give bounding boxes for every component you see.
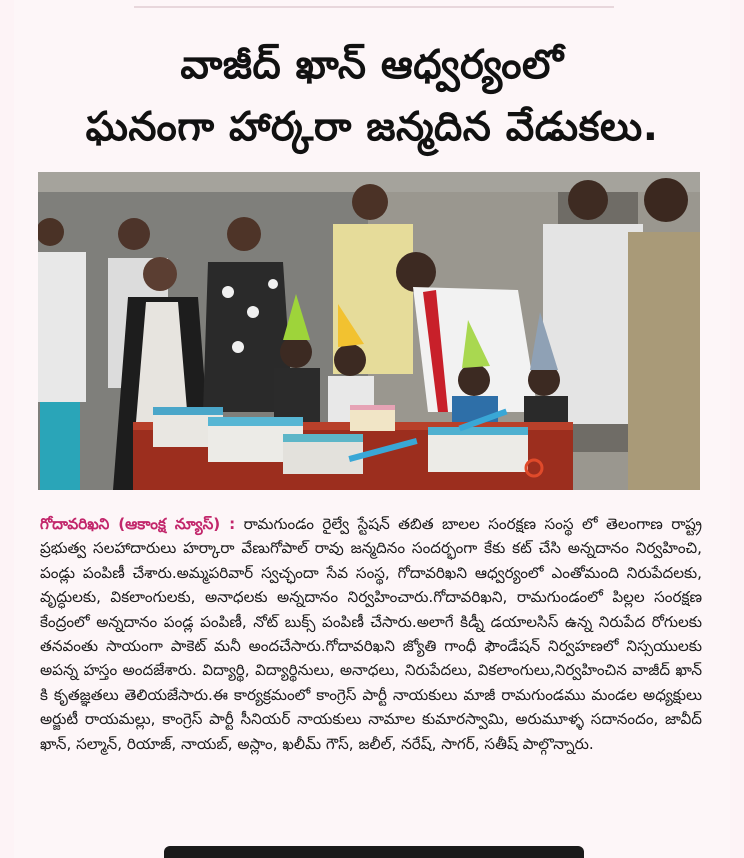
headline-line-1: వాజీద్ ఖాన్ ఆధ్వర్యంలో [180,42,564,88]
headline [34,34,710,158]
article [40,512,702,756]
article-dateline: గోదావరిఖని (ఆకాంక్ష న్యూస్) : [40,515,236,533]
newspaper-clipping [14,0,730,858]
previous-article-edge [134,0,614,8]
next-headline-edge [164,846,584,858]
headline-line-2: ఘనంగా హార్కరా జన్మదిన వేడుకలు. [85,104,659,150]
article-body: రామగుండం రైల్వే స్టేషన్ తబిత బాలల సంరక్షణ సంస్థ లో తెలంగాణ రాష్ట్ర ప్రభుత్వ సలహాదారులు హర్కారా వేణుగోపాల్ రావు జన్మదినం సందర్భంగా కేకు కట్ చేసి అన్నదానం నిర్వహించి, పండ్లు పంపిణీ చేశారు.అమ్మపరివార్ స్వచ్ఛందా సేవ సంస్థ, గోదావరిఖని ఆధ్వర్యంలో ఎంతోమంది నిరుపేదలకు, వృద్ధులకు, వికలాంగులకు, అనాధలకు అన్నదానం నిర్వహించారు.గోదావరిఖని, రామగుండంలో పిల్లల సంరక్షణ కేంద్రంలో అన్నదానం పండ్ల పంపిణీ, నోట్ బుక్స్ పంపిణీ చేసారు.అలాగే కిడ్నీ డయాలసిస్ ఉన్న నిరుపేద రోగులకు తనవంతు సాయంగా పాకెట్ మనీ అందచేసారు.గోదావరిఖని జ్యోతి గాంధీ ఫౌండేషన్ నిర్వహణలో నిస్సయులకు అపన్న హస్తం అందజేశారు. విద్యార్థి, విద్యార్థినులు, అనాధలు, నిరుపేదలు, వికలాంగులు,నిర్వహించిన వాజీద్ ఖాన్ కి కృతజ్ఞతలు తెలియజేసారు.ఈ కార్యక్రమంలో కాంగ్రెస్ పార్టీ నాయకులు మాజీ రామగుండము మండల అధ్యక్షులు అర్జుటీ రాయమల్లు, కాంగ్రెస్ పార్టీ సీనియర్ నాయకులు నామాల కుమారస్వామి, అరుమూళ్ళ సదానందం, జావీద్ ఖాన్, సల్మాన్, రియాజ్, నాయబ్, అస్లాం, ఖలీమ్ గౌస్, జలీల్, నరేష్, సాగర్, సతీష్ పాల్గొన్నారు. [40,515,703,753]
event-photo [38,172,700,490]
event-photo-illustration [38,172,700,490]
